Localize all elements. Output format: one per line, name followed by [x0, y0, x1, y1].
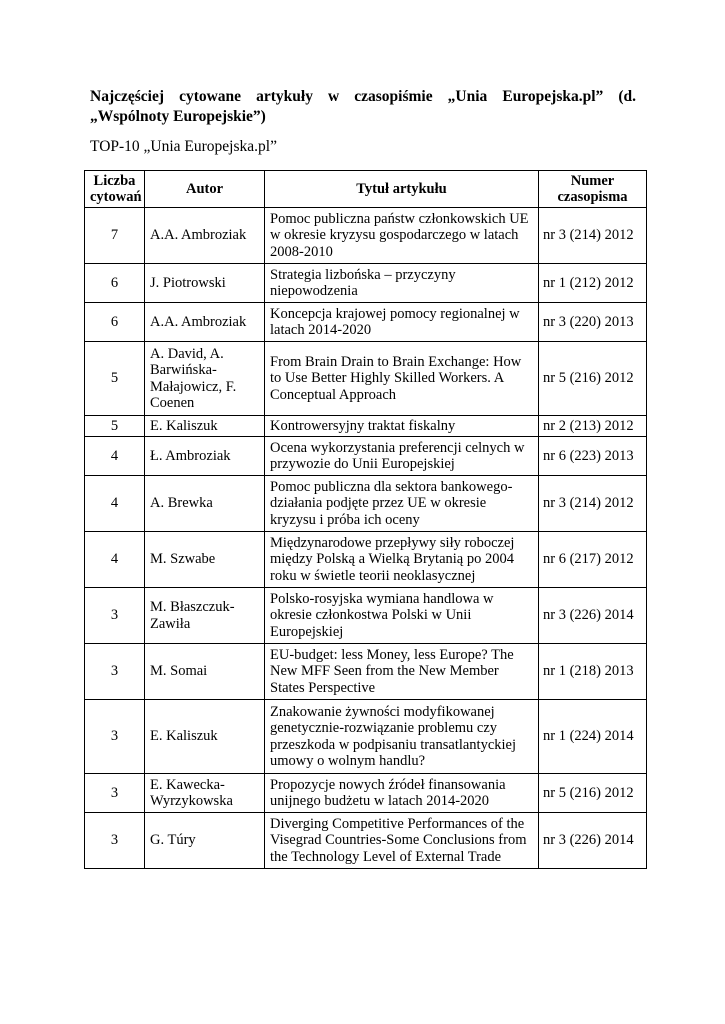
cell-count: 3 [85, 700, 145, 774]
page-heading: Najczęściej cytowane artykuły w czasopiśmie „Unia Europejska.pl” (d. „Wspólnoty Europejskie”) [90, 88, 636, 125]
table-row [85, 303, 647, 342]
table-row [85, 476, 647, 532]
table-row [85, 208, 647, 264]
table-header-row [85, 171, 647, 208]
table-row [85, 342, 647, 416]
cell-author: A.A. Ambroziak [145, 208, 265, 264]
header-journal-issue: Numer czasopisma [539, 171, 647, 208]
cell-title: Kontrowersyjny traktat fiskalny [265, 416, 539, 437]
cell-count: 3 [85, 774, 145, 813]
cell-title: Strategia lizbońska – przyczyny niepowodzenia [265, 264, 539, 303]
cell-issue: nr 6 (217) 2012 [539, 532, 647, 588]
cell-count: 3 [85, 644, 145, 700]
cell-issue: nr 5 (216) 2012 [539, 342, 647, 416]
cell-issue: nr 3 (220) 2013 [539, 303, 647, 342]
table-row [85, 416, 647, 437]
cell-title: EU-budget: less Money, less Europe? The New MFF Seen from the New Member States Perspective [265, 644, 539, 700]
cell-author: Ł. Ambroziak [145, 437, 265, 476]
cell-count: 4 [85, 532, 145, 588]
cell-count: 6 [85, 264, 145, 303]
cell-title: Ocena wykorzystania preferencji celnych w przywozie do Unii Europejskiej [265, 437, 539, 476]
cell-issue: nr 1 (212) 2012 [539, 264, 647, 303]
table-row [85, 532, 647, 588]
cell-title: Znakowanie żywności modyfikowanej genetycznie-rozwiązanie problemu czy przeszkoda w podpisaniu transatlantyckiej umowy o wolnym handlu? [265, 700, 539, 774]
cell-author: M. Szwabe [145, 532, 265, 588]
cell-author: G. Túry [145, 813, 265, 869]
cell-count: 4 [85, 476, 145, 532]
cell-count: 5 [85, 342, 145, 416]
cell-issue: nr 5 (216) 2012 [539, 774, 647, 813]
cell-issue: nr 3 (226) 2014 [539, 588, 647, 644]
cell-title: Pomoc publiczna państw członkowskich UE w okresie kryzysu gospodarczego w latach 2008-2010 [265, 208, 539, 264]
table-row [85, 774, 647, 813]
header-article-title: Tytuł artykułu [265, 171, 539, 208]
cell-title: Polsko-rosyjska wymiana handlowa w okresie członkostwa Polski w Unii Europejskiej [265, 588, 539, 644]
table-row [85, 700, 647, 774]
cell-author: M. Somai [145, 644, 265, 700]
cell-count: 7 [85, 208, 145, 264]
cell-author: A.A. Ambroziak [145, 303, 265, 342]
cell-issue: nr 3 (214) 2012 [539, 208, 647, 264]
cell-count: 5 [85, 416, 145, 437]
table-caption: TOP-10 „Unia Europejska.pl” [90, 138, 277, 155]
cell-title: Diverging Competitive Performances of the Visegrad Countries-Some Conclusions from the Technology Level of External Trade [265, 813, 539, 869]
cell-title: Koncepcja krajowej pomocy regionalnej w latach 2014-2020 [265, 303, 539, 342]
table-row [85, 588, 647, 644]
table-row [85, 264, 647, 303]
cell-author: A. Brewka [145, 476, 265, 532]
cell-issue: nr 3 (226) 2014 [539, 813, 647, 869]
cell-author: E. Kaliszuk [145, 700, 265, 774]
cell-issue: nr 1 (218) 2013 [539, 644, 647, 700]
cell-count: 6 [85, 303, 145, 342]
cell-issue: nr 6 (223) 2013 [539, 437, 647, 476]
cell-title: Propozycje nowych źródeł finansowania unijnego budżetu w latach 2014-2020 [265, 774, 539, 813]
table-row [85, 437, 647, 476]
cell-count: 3 [85, 588, 145, 644]
cell-author: A. David, A. Barwińska-Małajowicz, F. Coenen [145, 342, 265, 416]
cell-count: 3 [85, 813, 145, 869]
citations-table [84, 170, 647, 869]
table-row [85, 813, 647, 869]
cell-title: Pomoc publiczna dla sektora bankowego-działania podjęte przez UE w okresie kryzysu i próba ich oceny [265, 476, 539, 532]
cell-issue: nr 3 (214) 2012 [539, 476, 647, 532]
cell-author: E. Kaliszuk [145, 416, 265, 437]
cell-title: From Brain Drain to Brain Exchange: How to Use Better Highly Skilled Workers. A Conceptual Approach [265, 342, 539, 416]
cell-issue: nr 1 (224) 2014 [539, 700, 647, 774]
header-author: Autor [145, 171, 265, 208]
cell-count: 4 [85, 437, 145, 476]
cell-author: J. Piotrowski [145, 264, 265, 303]
cell-title: Międzynarodowe przepływy siły roboczej między Polską a Wielką Brytanią po 2004 roku w świetle teorii neoklasycznej [265, 532, 539, 588]
cell-author: M. Błaszczuk-Zawiła [145, 588, 265, 644]
cell-author: E. Kawecka-Wyrzykowska [145, 774, 265, 813]
cell-issue: nr 2 (213) 2012 [539, 416, 647, 437]
header-citation-count: Liczba cytowań [85, 171, 145, 208]
table-row [85, 644, 647, 700]
